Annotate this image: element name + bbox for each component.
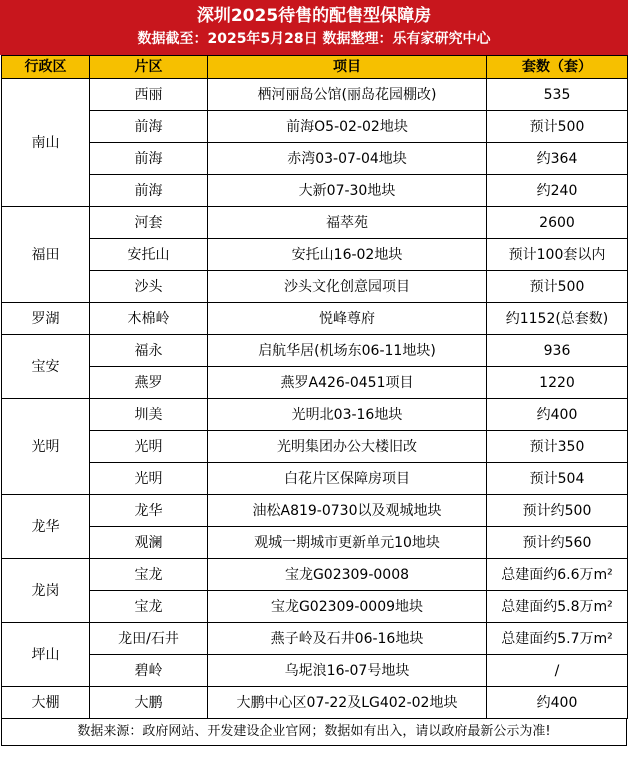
- table-row: [2, 143, 628, 175]
- project-cell: 白花片区保障房项目: [208, 463, 487, 495]
- units-cell: 2600: [487, 207, 628, 239]
- column-header-district: 行政区: [2, 56, 90, 79]
- housing-table: [1, 55, 628, 719]
- table-row: [2, 335, 628, 367]
- table-row: [2, 431, 628, 463]
- project-cell: 福萃苑: [208, 207, 487, 239]
- project-cell: 燕罗A426-0451项目: [208, 367, 487, 399]
- project-cell: 宝龙G02309-0008: [208, 559, 487, 591]
- table-row: [2, 175, 628, 207]
- area-cell: 宝龙: [90, 559, 208, 591]
- project-cell: 光明北03-16地块: [208, 399, 487, 431]
- table-row: [2, 79, 628, 111]
- project-cell: 油松A819-0730以及观城地块: [208, 495, 487, 527]
- area-cell: 前海: [90, 111, 208, 143]
- column-header-project: 项目: [208, 56, 487, 79]
- units-cell: 预计约500: [487, 495, 628, 527]
- table-row: [2, 463, 628, 495]
- area-cell: 宝龙: [90, 591, 208, 623]
- table-row: [2, 559, 628, 591]
- area-cell: 沙头: [90, 271, 208, 303]
- project-cell: 宝龙G02309-0009地块: [208, 591, 487, 623]
- district-cell: 龙华: [2, 495, 90, 559]
- area-cell: 龙华: [90, 495, 208, 527]
- units-cell: 预计504: [487, 463, 628, 495]
- column-header-units: 套数（套）: [487, 56, 628, 79]
- units-cell: 535: [487, 79, 628, 111]
- table-row: [2, 111, 628, 143]
- project-cell: 乌坭浪16-07号地块: [208, 655, 487, 687]
- district-cell: 宝安: [2, 335, 90, 399]
- units-cell: 预计100套以内: [487, 239, 628, 271]
- units-cell: 总建面约5.8万m²: [487, 591, 628, 623]
- table-row: [2, 495, 628, 527]
- district-cell: 罗湖: [2, 303, 90, 335]
- units-cell: 936: [487, 335, 628, 367]
- units-cell: 约400: [487, 399, 628, 431]
- project-cell: 赤湾03-07-04地块: [208, 143, 487, 175]
- units-cell: 约400: [487, 687, 628, 719]
- project-cell: 栖河丽岛公馆(丽岛花园棚改): [208, 79, 487, 111]
- project-cell: 悦峰尊府: [208, 303, 487, 335]
- units-cell: 预计500: [487, 271, 628, 303]
- area-cell: 河套: [90, 207, 208, 239]
- district-cell: 大棚: [2, 687, 90, 719]
- table-header-row: [2, 56, 628, 79]
- page-title: 深圳2025待售的配售型保障房: [196, 6, 432, 26]
- units-cell: 总建面约5.7万m²: [487, 623, 628, 655]
- units-cell: 预计500: [487, 111, 628, 143]
- area-cell: 光明: [90, 463, 208, 495]
- table-row: [2, 367, 628, 399]
- project-cell: 启航华居(机场东06-11地块): [208, 335, 487, 367]
- project-cell: 安托山16-02地块: [208, 239, 487, 271]
- area-cell: 前海: [90, 175, 208, 207]
- area-cell: 圳美: [90, 399, 208, 431]
- area-cell: 木棉岭: [90, 303, 208, 335]
- area-cell: 观澜: [90, 527, 208, 559]
- table-row: [2, 271, 628, 303]
- units-cell: 预计约560: [487, 527, 628, 559]
- units-cell: 总建面约6.6万m²: [487, 559, 628, 591]
- units-cell: 约1152(总套数): [487, 303, 628, 335]
- column-header-area: 片区: [90, 56, 208, 79]
- district-cell: 光明: [2, 399, 90, 495]
- area-cell: 西丽: [90, 79, 208, 111]
- table-row: [2, 687, 628, 719]
- area-cell: 龙田/石井: [90, 623, 208, 655]
- table-row: [2, 655, 628, 687]
- table-body: [2, 79, 628, 719]
- area-cell: 福永: [90, 335, 208, 367]
- page-subtitle: 数据截至：2025年5月28日 数据整理：乐有家研究中心: [137, 31, 491, 47]
- project-cell: 大新07-30地块: [208, 175, 487, 207]
- area-cell: 光明: [90, 431, 208, 463]
- units-cell: 约240: [487, 175, 628, 207]
- area-cell: 安托山: [90, 239, 208, 271]
- table-row: [2, 623, 628, 655]
- units-cell: 约364: [487, 143, 628, 175]
- units-cell: /: [487, 655, 628, 687]
- project-cell: 沙头文化创意园项目: [208, 271, 487, 303]
- project-cell: 前海O5-02-02地块: [208, 111, 487, 143]
- table-row: [2, 527, 628, 559]
- units-cell: 1220: [487, 367, 628, 399]
- project-cell: 大鹏中心区07-22及LG402-02地块: [208, 687, 487, 719]
- district-cell: 南山: [2, 79, 90, 207]
- project-cell: 观城一期城市更新单元10地块: [208, 527, 487, 559]
- district-cell: 龙岗: [2, 559, 90, 623]
- table-row: [2, 239, 628, 271]
- table-row: [2, 591, 628, 623]
- table-row: [2, 303, 628, 335]
- area-cell: 燕罗: [90, 367, 208, 399]
- table-row: [2, 399, 628, 431]
- table-row: [2, 207, 628, 239]
- title-banner: [0, 0, 628, 55]
- source-note: 数据来源：政府网站、开发建设企业官网；数据如有出入，请以政府最新公示为准!: [1, 719, 627, 746]
- area-cell: 前海: [90, 143, 208, 175]
- project-cell: 燕子岭及石井06-16地块: [208, 623, 487, 655]
- project-cell: 光明集团办公大楼旧改: [208, 431, 487, 463]
- district-cell: 坪山: [2, 623, 90, 687]
- units-cell: 预计350: [487, 431, 628, 463]
- district-cell: 福田: [2, 207, 90, 303]
- area-cell: 大鹏: [90, 687, 208, 719]
- area-cell: 碧岭: [90, 655, 208, 687]
